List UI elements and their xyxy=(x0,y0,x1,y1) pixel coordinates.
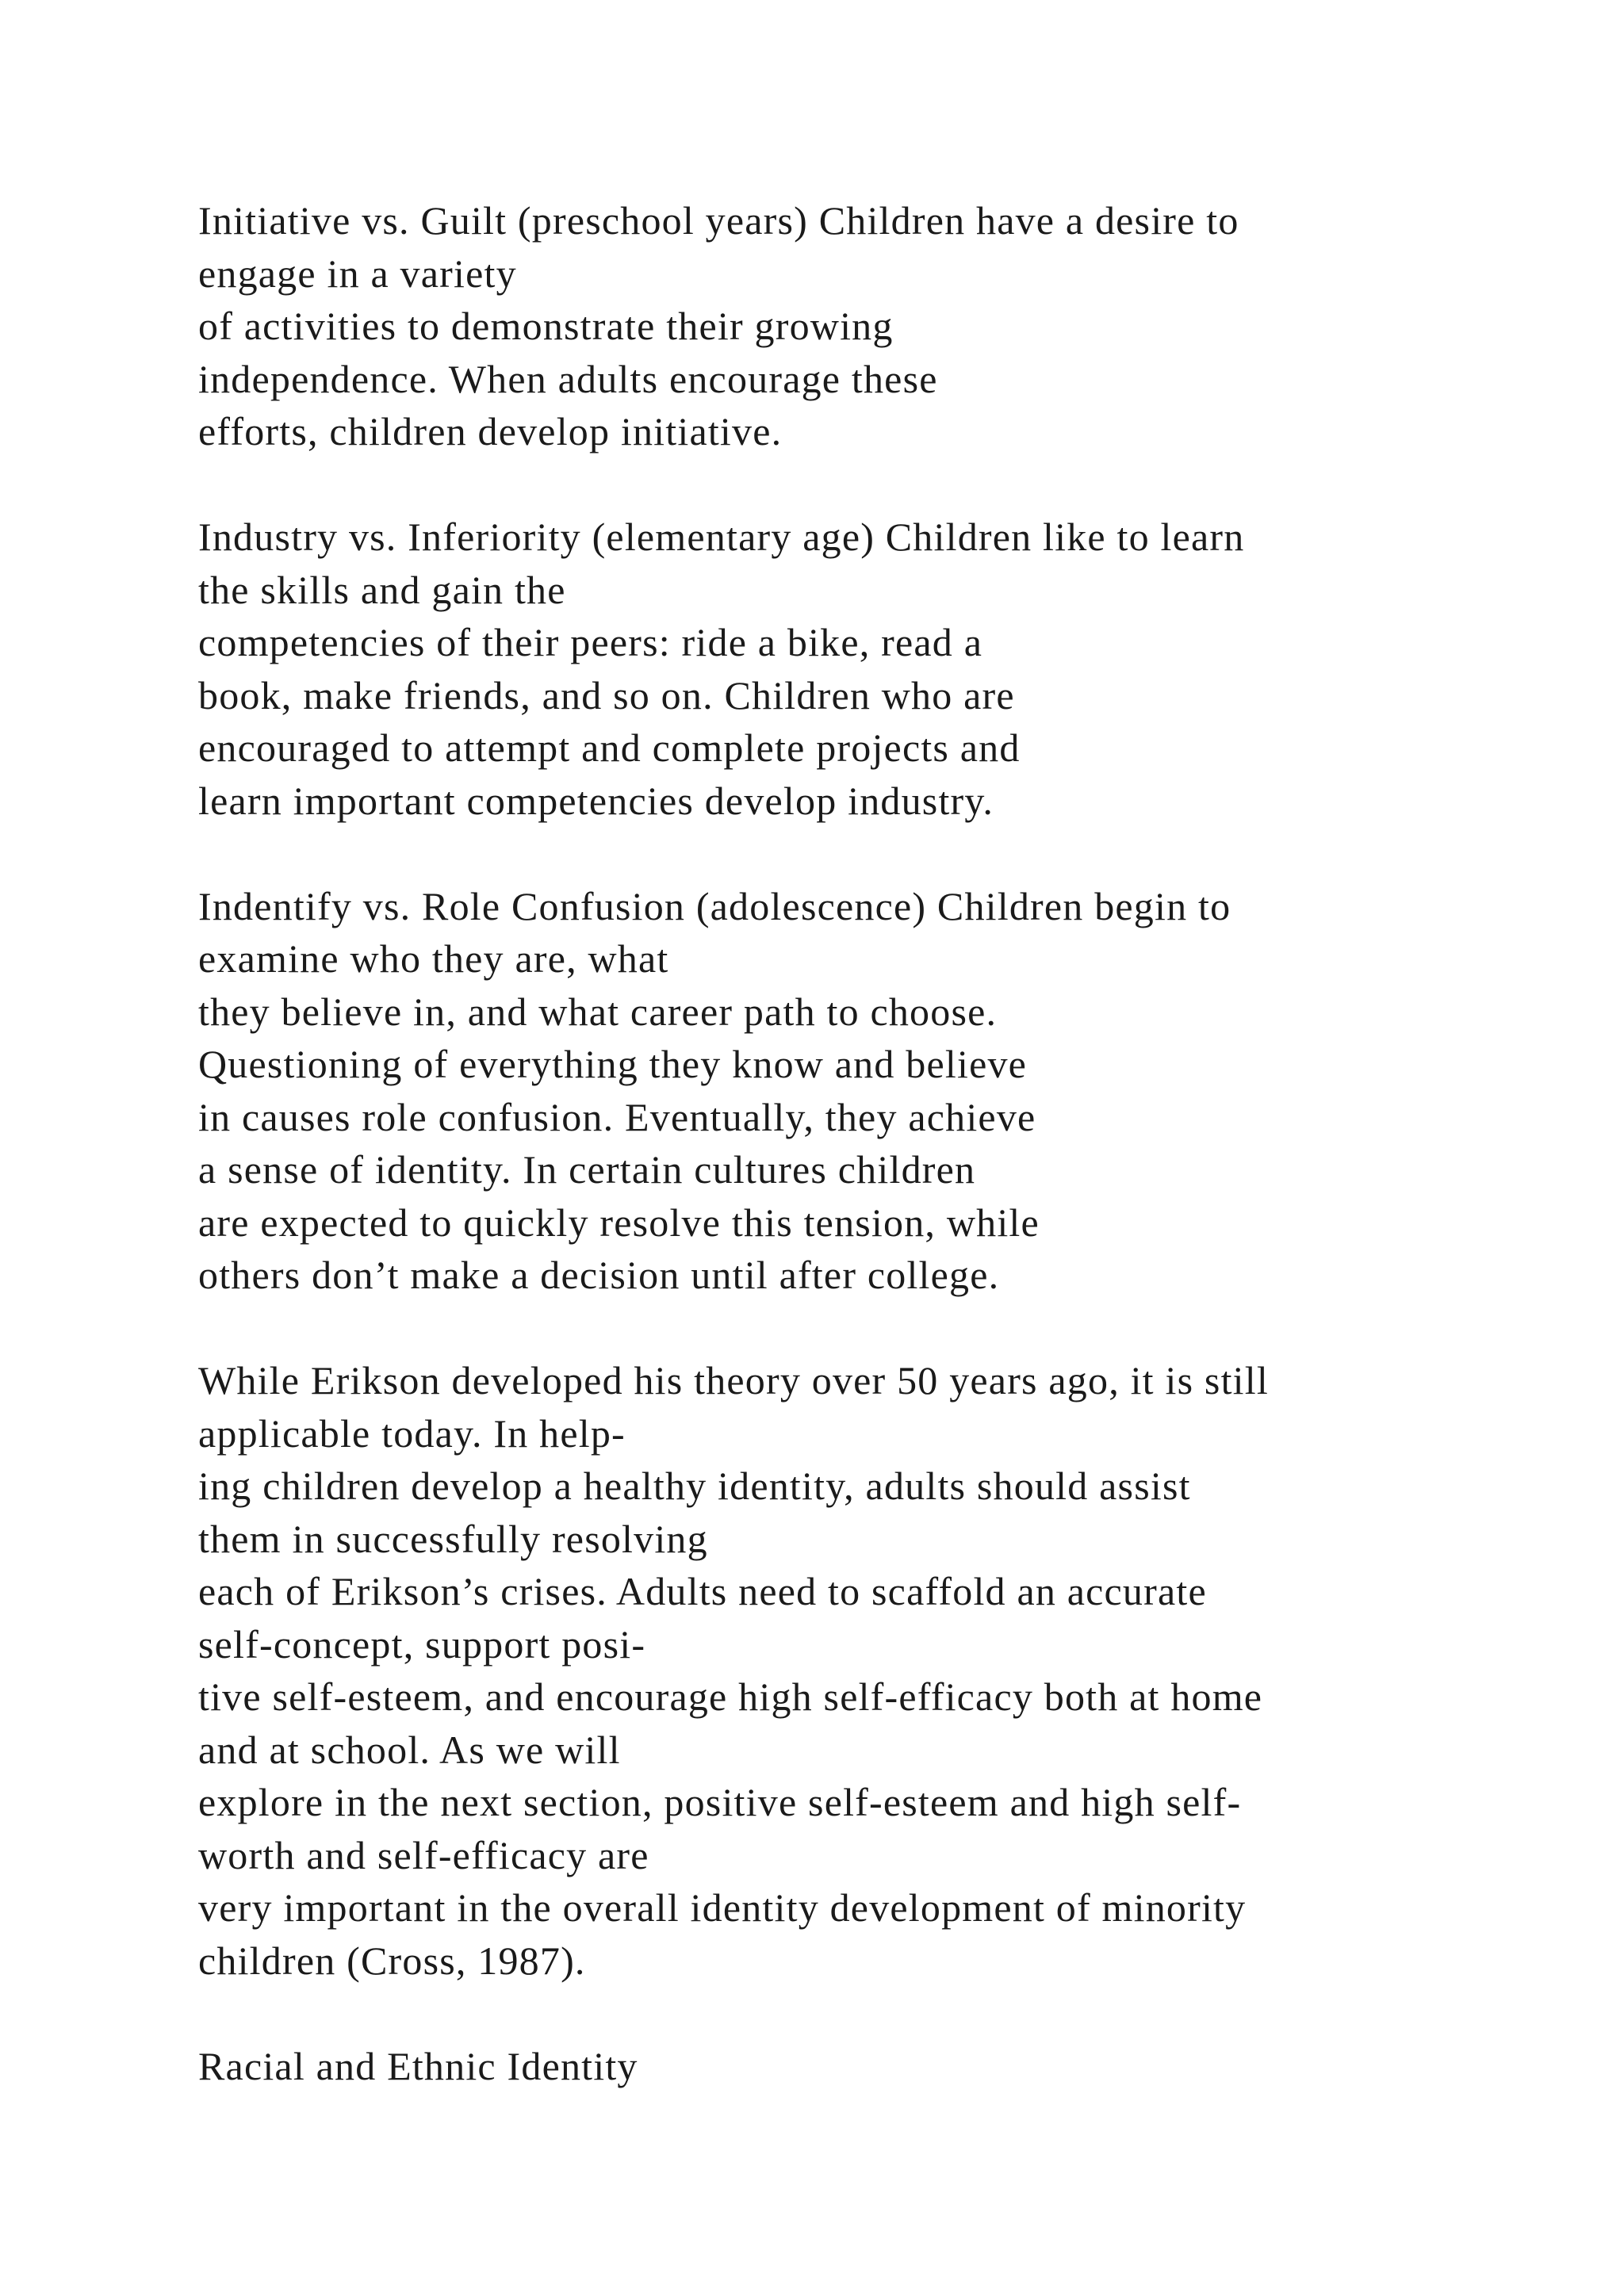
text-line: book, make friends, and so on. Children who are xyxy=(198,672,1015,718)
text-line: in causes role confusion. Eventually, they achieve xyxy=(198,1094,1036,1139)
text-line: others don’t make a decision until after college. xyxy=(198,1253,1000,1297)
text-line: are expected to quickly resolve this tension, while xyxy=(198,1200,1040,1245)
text-line: efforts, children develop initiative. xyxy=(198,409,783,453)
text-line: While Erikson developed his theory over 50 years ago, it is still xyxy=(198,1358,1269,1402)
text-line: Initiative vs. Guilt (preschool years) Children have a desire to xyxy=(198,198,1239,243)
text-line: and at school. As we will xyxy=(198,1727,621,1772)
text-line: children (Cross, 1987). xyxy=(198,1938,586,1983)
text-line: of activities to demonstrate their growing xyxy=(198,304,894,348)
text-line: independence. When adults encourage these xyxy=(198,356,938,401)
text-line: examine who they are, what xyxy=(198,936,669,981)
paragraph-industry-vs-inferiority xyxy=(198,511,1586,827)
text-line: competencies of their peers: ride a bike, read a xyxy=(198,620,983,664)
text-line: a sense of identity. In certain cultures children xyxy=(198,1147,976,1192)
text-line: Questioning of everything they know and believe xyxy=(198,1042,1028,1086)
text-line: Industry vs. Inferiority (elementary age) Children like to learn xyxy=(198,515,1245,559)
text-line: Racial and Ethnic Identity xyxy=(198,2043,638,2088)
text-line: engage in a variety xyxy=(198,251,517,296)
section-heading-racial-ethnic-identity xyxy=(198,2040,1586,2093)
text-line: each of Erikson’s crises. Adults need to scaffold an accurate xyxy=(198,1569,1207,1613)
text-line: them in successfully resolving xyxy=(198,1516,708,1561)
text-line: explore in the next section, positive self-esteem and high self- xyxy=(198,1780,1242,1824)
text-line: ing children develop a healthy identity, adults should assist xyxy=(198,1464,1191,1508)
text-line: tive self-esteem, and encourage high self-efficacy both at home xyxy=(198,1674,1263,1719)
text-line: they believe in, and what career path to choose. xyxy=(198,989,998,1034)
text-line: applicable today. In help- xyxy=(198,1410,626,1456)
text-line: worth and self-efficacy are xyxy=(198,1832,649,1877)
text-line: very important in the overall identity development of minority xyxy=(198,1885,1247,1930)
text-line: Indentify vs. Role Confusion (adolescence) Children begin to xyxy=(198,883,1231,928)
paragraph-identity-vs-role-confusion xyxy=(198,880,1586,1302)
paragraph-erikson-theory-applicability xyxy=(198,1354,1586,1987)
document-body xyxy=(198,194,1586,2145)
text-line: encouraged to attempt and complete projects and xyxy=(198,725,1021,770)
text-line: learn important competencies develop industry. xyxy=(198,778,994,823)
text-line: self-concept, support posi- xyxy=(198,1621,646,1667)
text-line: the skills and gain the xyxy=(198,567,566,612)
paragraph-initiative-vs-guilt xyxy=(198,194,1586,458)
